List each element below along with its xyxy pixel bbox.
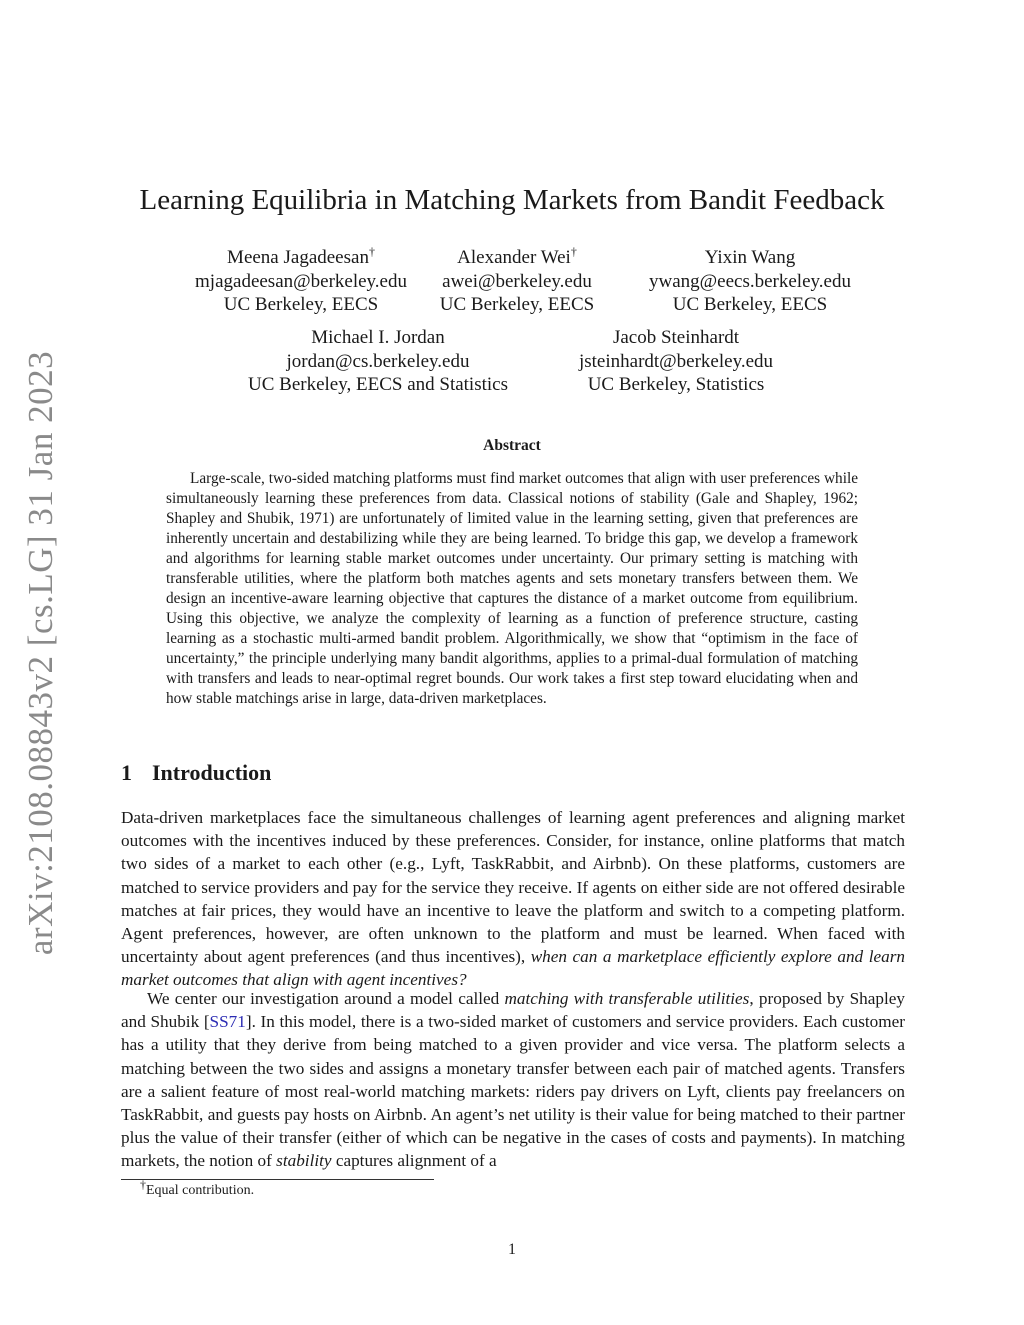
author-affiliation: UC Berkeley, Statistics — [587, 374, 765, 395]
author-email: awei@berkeley.edu — [442, 270, 592, 292]
footnote-text: Equal contribution. — [146, 1183, 255, 1198]
citation-link[interactable]: SS71 — [209, 1012, 246, 1032]
footnote-mark: † — [140, 1177, 146, 1192]
abstract-text: Large-scale, two-sided matching platforms must find market outcomes that align with user preferences while simultaneously learning these preferences from data. Classical notions of stability (Gale and Shapley, 1962; Shapley and Shubik, 1971) are unfortunately of limited value in the learning setting, given that preferences are inherently uncertain and destabilizing while they are being learned. To bridge this gap, we develop a framework and algorithms for learning stable market outcomes under uncertainty. Our primary setting is matching with transferable utilities, where the platform both matches agents and sets monetary transfers between them. We design an incentive-aware learning objective that captures the distance of a market outcome from equilibrium. Using this objective, we analyze the complexity of learning as a function of preference structure, casting learning as a stochastic multi-armed bandit problem. Algorithmically, we show that “optimism in the face of uncertainty,” the principle underlying many bandit algorithms, applies to a primal-dual formulation of matching with transfers and leads to near-optimal regret bounds. Our work takes a first step toward elucidating when and how stable matchings arise in large, data-driven marketplaces. — [166, 470, 858, 707]
author-name: Alexander Wei — [457, 247, 571, 268]
paragraph-text: Data-driven marketplaces face the simultaneous challenges of learning agent preferences and aligning market outcomes with the incentives induced by these preferences. Consider, for instance, online platforms that match two sides of a market to each other (e.g., Lyft, TaskRabbit, and Airbnb). On these platforms, customers are matched to service providers and pay for the service they receive. If agents on either side are not offered desirable matches at fair prices, they would have an incentive to leave the platform and switch to a competing platform. Agent preferences, however, are often unknown to the platform and must be learned. When faced with uncertainty about agent preferences (and thus incentives), — [121, 808, 905, 967]
section-title: Introduction — [152, 760, 272, 785]
arxiv-identifier-text: arXiv:2108.08843v2 [cs.LG] 31 Jan 2023 — [21, 350, 61, 955]
footnote-divider — [121, 1179, 434, 1180]
author-affiliation: UC Berkeley, EECS — [223, 294, 379, 315]
emphasized-term: stability — [276, 1151, 332, 1171]
paragraph-text: We center our investigation around a model called — [147, 989, 505, 1008]
paragraph-text: ]. In this model, there is a two-sided market of customers and service providers. Each customer has a utility that they derive from being matched to a given provider and vice versa. The platform selects a matching between the two sides and assigns a monetary transfer between each pair of matched agents. Transfers are a salient feature of most real-world matching markets: riders pay drivers on Lyft, clients pay freelancers on TaskRabbit, and guests pay hosts on Airbnb. An agent’s net utility is their value for being matched to their partner plus the value of their transfer (either of which can be negative in the cases of costs and payments). In matching markets, the notion of — [121, 1012, 905, 1171]
page-number: 1 — [508, 1241, 516, 1258]
intro-paragraph-2 — [121, 987, 905, 1173]
author-block — [387, 246, 647, 317]
section-number: 1 — [121, 760, 132, 785]
footnote — [140, 1177, 255, 1199]
author-block — [620, 246, 880, 317]
author-block — [228, 326, 528, 397]
author-email: mjagadeesan@berkeley.edu — [195, 270, 407, 292]
author-name: Jacob Steinhardt — [612, 327, 740, 348]
abstract-heading: Abstract — [483, 437, 541, 454]
author-affiliation: UC Berkeley, EECS — [672, 294, 828, 315]
intro-paragraph-1 — [121, 806, 905, 992]
author-name: Michael I. Jordan — [311, 327, 445, 348]
author-block — [546, 326, 806, 397]
equal-contribution-mark: † — [368, 244, 375, 259]
paragraph-text: captures alignment of a — [331, 1151, 497, 1171]
emphasized-term: matching with transferable utilities — [504, 989, 750, 1008]
author-name: Meena Jagadeesan — [227, 247, 369, 268]
research-question: when can a marketplace efficiently explore and learn market outcomes that align with agent incentives? — [121, 947, 905, 990]
author-name: Yixin Wang — [704, 247, 796, 268]
author-affiliation: UC Berkeley, EECS and Statistics — [248, 374, 508, 395]
paragraph-text: , proposed by Shapley and Shubik [ — [121, 989, 905, 1032]
author-email: jordan@cs.berkeley.edu — [286, 350, 470, 372]
equal-contribution-mark: † — [570, 244, 577, 259]
author-email: jsteinhardt@berkeley.edu — [578, 350, 774, 372]
author-email: ywang@eecs.berkeley.edu — [649, 270, 851, 292]
section-heading — [121, 760, 271, 786]
paper-title: Learning Equilibria in Matching Markets from Bandit Feedback — [139, 184, 885, 216]
author-affiliation: UC Berkeley, EECS — [439, 294, 595, 315]
